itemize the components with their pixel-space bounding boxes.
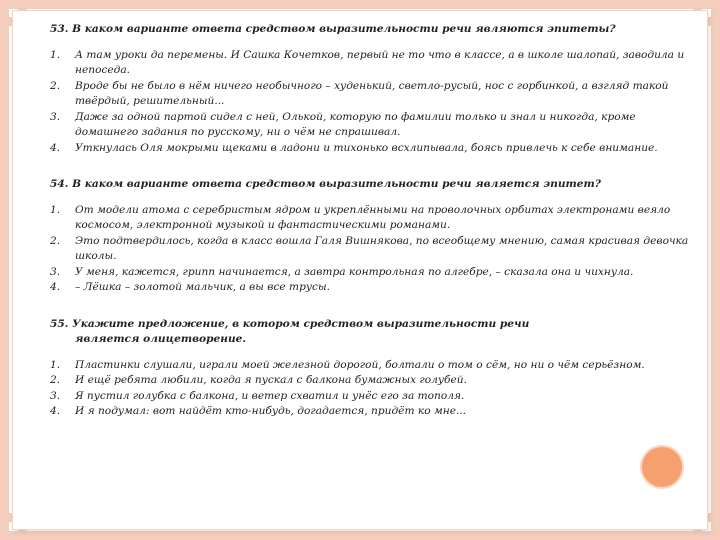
question-53 xyxy=(50,22,690,156)
question-title xyxy=(50,317,690,348)
answer-item: 3. Даже за одной партой сидел с ней, Олькой, которую по фамилии только и знал и никогда, кроме домашнего задания по русскому, ни о чём не спрашивал. xyxy=(50,110,636,138)
question-54 xyxy=(50,177,690,296)
question-title: 53. В каком варианте ответа средством выразительности речи являются эпитеты? xyxy=(50,23,616,35)
answer-item: 4. Уткнулась Оля мокрыми щеками в ладони и тихонько всхлипывала, боясь привлечь к себе внимание. xyxy=(50,141,658,154)
answer-item: 2. Это подтвердилось, когда в класс вошла Галя Вишнякова, по всеобщему мнению, самая красивая девочка школы. xyxy=(50,234,689,262)
answer-item: 3. Я пустил голубка с балкона, и ветер схватил и унёс его за тополя. xyxy=(50,389,465,402)
answer-item: 3. У меня, кажется, грипп начинается, а завтра контрольная по алгебре, – сказала она и чихнула. xyxy=(50,265,634,278)
decor-bar-bottom-outer xyxy=(0,531,720,540)
question-title-line2: является олицетворение. xyxy=(75,333,247,345)
question-55 xyxy=(50,317,690,420)
answer-list xyxy=(50,358,690,420)
answer-item: 2. Вроде бы не было в нём ничего необычного – худенький, светло-русый, нос с горбинкой, а взгляд такой твёрдый, решительный... xyxy=(50,79,669,107)
slide-content xyxy=(50,22,690,420)
answer-list xyxy=(50,48,690,157)
answer-item: 1. А там уроки да перемены. И Сашка Кочетков, первый не то что в классе, а в школе шалопай, заводила и непоседа. xyxy=(50,48,685,76)
answer-item: 1. Пластинки слушали, играли моей железной дорогой, болтали о том о сём, но ни о чём серьёзном. xyxy=(50,358,645,371)
question-title-line1: 55. Укажите предложение, в котором средством выразительности речи xyxy=(50,317,530,330)
decor-bar-top-outer xyxy=(0,0,720,9)
question-title: 54. В каком варианте ответа средством выразительности речи является эпитет? xyxy=(50,178,601,190)
answer-item: 4. – Лёшка – золотой мальчик, а вы все трусы. xyxy=(50,281,330,293)
answer-list xyxy=(50,203,690,296)
answer-item: 2. И ещё ребята любили, когда я пускал с балкона бумажных голубей. xyxy=(50,374,467,386)
decor-bar-left-outer xyxy=(0,0,9,540)
decor-bar-right-outer xyxy=(711,0,720,540)
answer-item: 1. От модели атома с серебристым ядром и укреплёнными на проволочных орбитах электронами веяло космосом, электронной музыкой и фантастическими романами. xyxy=(50,203,671,231)
decor-circle xyxy=(642,447,682,487)
answer-item: 4. И я подумал: вот найдёт кто-нибудь, догадается, придёт ко мне... xyxy=(50,405,467,417)
